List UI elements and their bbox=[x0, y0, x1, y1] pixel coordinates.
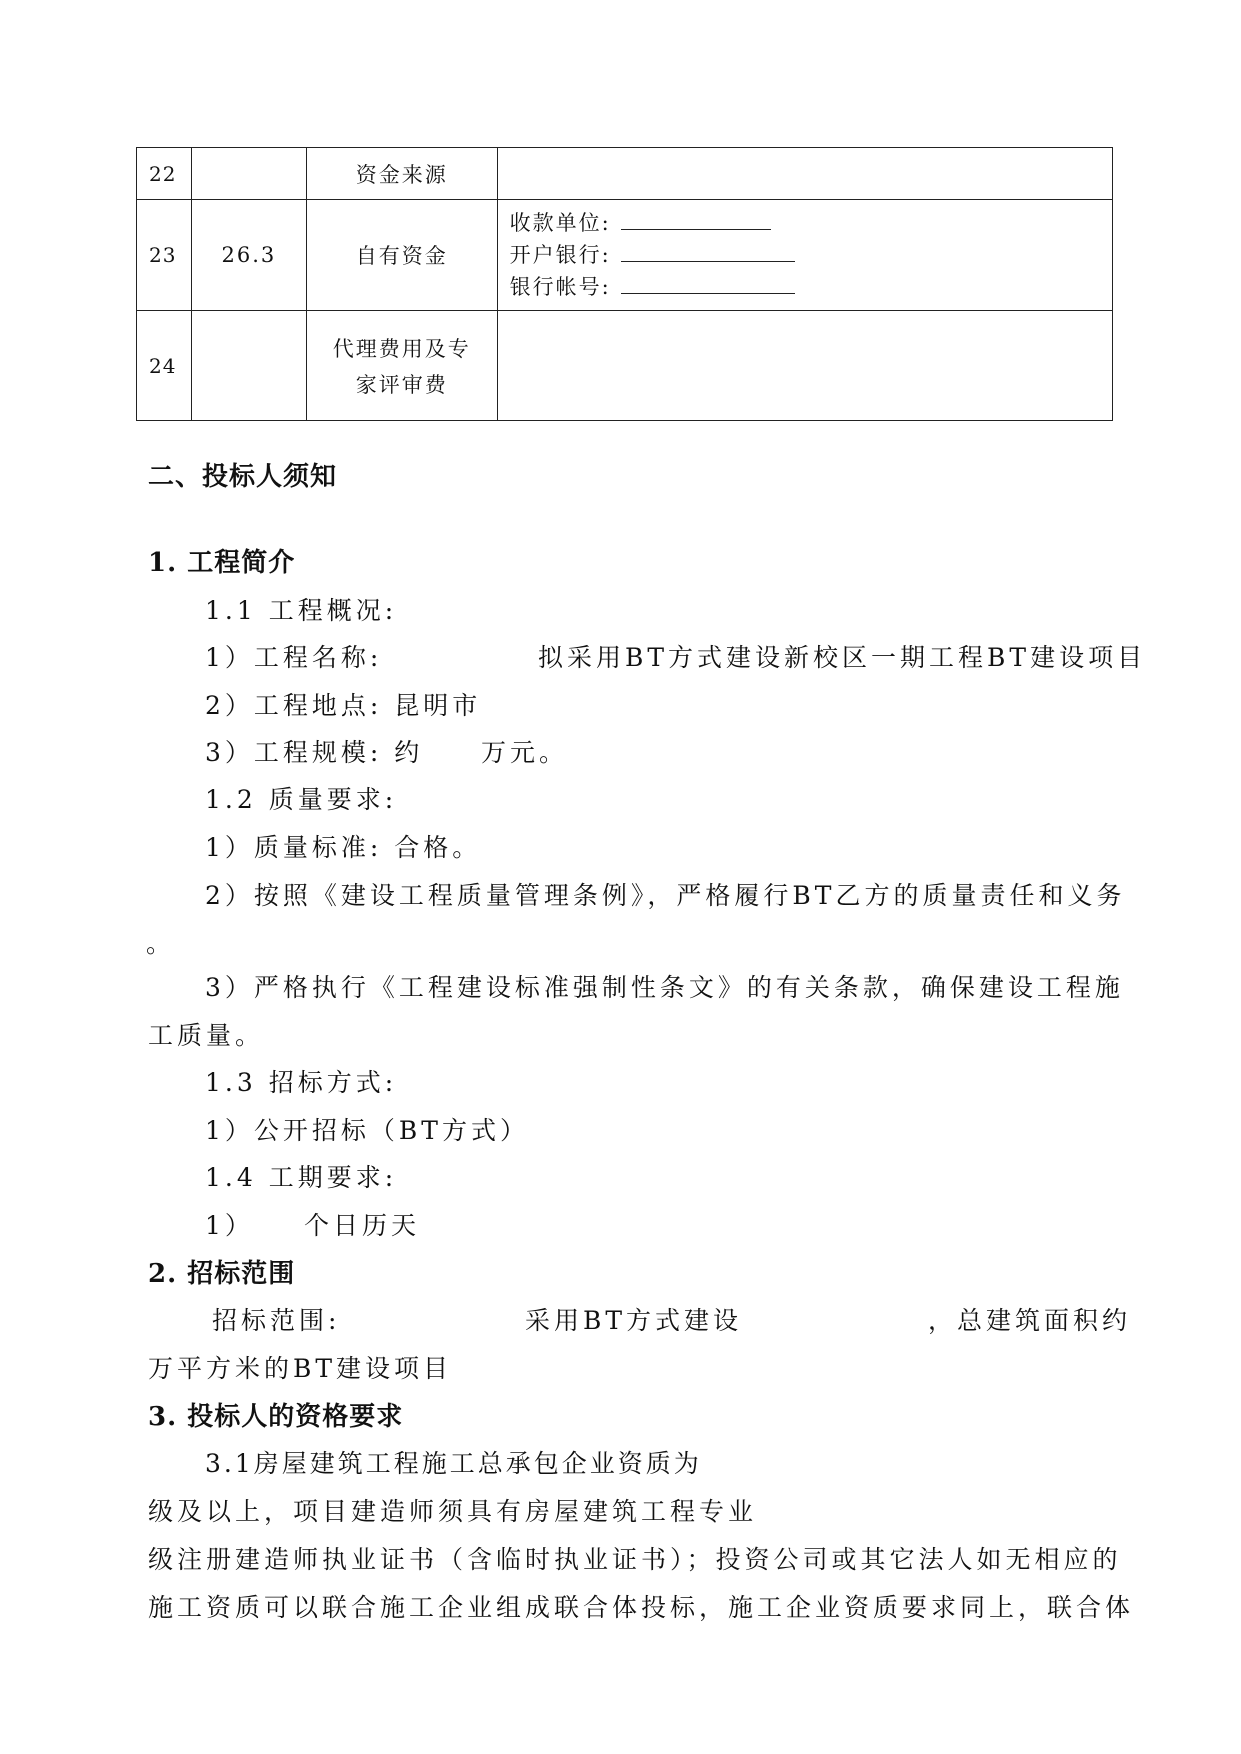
quality-mandatory-end: 工质量。 bbox=[148, 1021, 265, 1050]
bank-blank bbox=[621, 239, 795, 262]
qualification-line-1: 3.1房屋建筑工程施工总承包企业资质为 bbox=[205, 1449, 702, 1478]
clause-number bbox=[191, 311, 306, 421]
duration-prefix: 1） bbox=[205, 1211, 254, 1240]
subheading-bidding-method: 1.3 招标方式: bbox=[205, 1068, 398, 1097]
heading-bidding-scope: 2. 招标范围 bbox=[148, 1259, 296, 1289]
scope-end: 万平方米的BT建设项目 bbox=[148, 1354, 453, 1383]
duration-days: 个日历天 bbox=[304, 1211, 421, 1240]
section-title: 二、投标人须知 bbox=[148, 462, 338, 492]
item-content bbox=[497, 200, 1112, 311]
scope-label: 招标范围: bbox=[212, 1306, 341, 1335]
quality-mandatory: 3）严格执行《工程建设标准强制性条文》的有关条款，确保建设工程施 bbox=[205, 973, 1124, 1002]
account-row bbox=[498, 271, 1112, 303]
bank-row bbox=[498, 239, 1112, 271]
qualification-line-4: 施工资质可以联合施工企业组成联合体投标，施工企业资质要求同上，联合体 bbox=[148, 1593, 1135, 1622]
scope-method: 采用BT方式建设 bbox=[525, 1306, 743, 1335]
item-name bbox=[306, 311, 497, 421]
quality-regulation: 2）按照《建设工程质量管理条例》，严格履行BT乙方的质量责任和义务 bbox=[205, 881, 1126, 910]
bidding-method: 1）公开招标（BT方式） bbox=[205, 1116, 529, 1145]
row-number: 23 bbox=[137, 200, 192, 311]
item-name-line: 代理费用及专 bbox=[332, 336, 471, 361]
qualification-line-2: 级及以上，项目建造师须具有房屋建筑工程专业 bbox=[148, 1497, 758, 1526]
item-content bbox=[497, 311, 1112, 421]
heading-qualification: 3. 投标人的资格要求 bbox=[148, 1402, 404, 1432]
subheading-quality: 1.2 质量要求: bbox=[205, 785, 398, 814]
account-blank bbox=[621, 271, 795, 294]
bank-label: 开户银行: bbox=[509, 243, 611, 267]
payee-blank bbox=[621, 207, 771, 230]
project-scale-unit: 万元。 bbox=[481, 738, 569, 767]
quality-standard: 1）质量标准: 合格。 bbox=[205, 833, 482, 862]
payee-label: 收款单位: bbox=[509, 211, 611, 235]
clause-number: 26.3 bbox=[191, 200, 306, 311]
scope-area: ，总建筑面积约 bbox=[928, 1306, 1132, 1335]
payee-row bbox=[498, 207, 1112, 239]
project-name-label: 1）工程名称: bbox=[205, 643, 383, 672]
project-scale-label: 3）工程规模: 约 bbox=[205, 738, 424, 767]
table-row bbox=[137, 148, 1113, 200]
item-name: 资金来源 bbox=[306, 148, 497, 200]
heading-project-intro: 1. 工程简介 bbox=[148, 548, 296, 578]
table-row bbox=[137, 200, 1113, 311]
project-site: 2）工程地点: 昆明市 bbox=[205, 691, 482, 720]
qualification-line-3: 级注册建造师执业证书（含临时执业证书）；投资公司或其它法人如无相应的 bbox=[148, 1545, 1122, 1574]
row-number: 24 bbox=[137, 311, 192, 421]
item-name-line: 家评审费 bbox=[355, 372, 448, 397]
info-table bbox=[136, 147, 1113, 421]
quality-regulation-end: 。 bbox=[146, 929, 176, 958]
clause-number bbox=[191, 148, 306, 200]
row-number: 22 bbox=[137, 148, 192, 200]
table-row bbox=[137, 311, 1113, 421]
project-name-value: 拟采用BT方式建设新校区一期工程BT建设项目 bbox=[538, 643, 1147, 672]
subheading-duration: 1.4 工期要求: bbox=[205, 1163, 398, 1192]
account-label: 银行帐号: bbox=[509, 275, 611, 299]
item-name: 自有资金 bbox=[306, 200, 497, 311]
subheading-overview: 1.1 工程概况: bbox=[205, 596, 398, 625]
item-content bbox=[497, 148, 1112, 200]
